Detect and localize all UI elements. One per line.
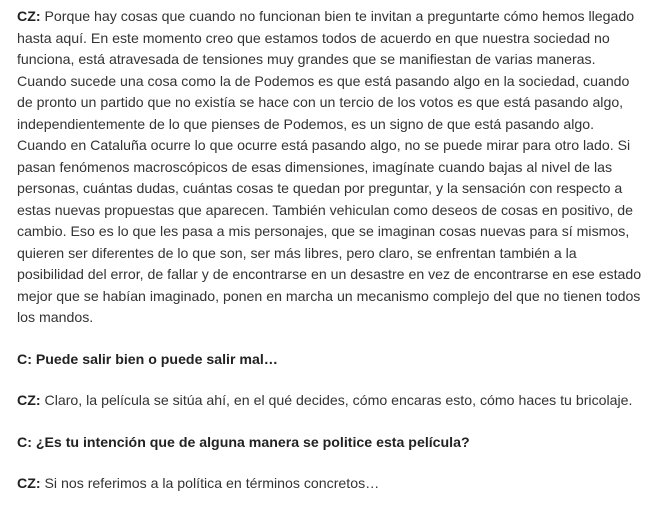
answer-text: Claro, la película se sitúa ahí, en el qué decides, cómo encaras esto, cómo haces tu bricolaje. <box>40 392 633 408</box>
answer-text: Si nos referimos a la política en términos concretos… <box>40 475 380 491</box>
question-paragraph: C: ¿Es tu intención que de alguna manera se politice esta película? <box>17 433 470 450</box>
speaker-label: CZ: <box>17 392 41 408</box>
answer-paragraph <box>17 6 647 329</box>
interview-article <box>17 6 647 515</box>
answer-paragraph <box>17 390 647 412</box>
question-paragraph: C: Puede salir bien o puede salir mal… <box>17 350 278 367</box>
answer-paragraph <box>17 473 647 495</box>
speaker-label: CZ: <box>17 8 41 24</box>
speaker-label: CZ: <box>17 475 41 491</box>
answer-text: Porque hay cosas que cuando no funcionan bien te invitan a preguntarte cómo hemos llegado hasta aquí. En este momento creo que estamos todos de acuerdo en que nuestra sociedad no funciona, está atravesada de tensiones muy grandes que se manifiestan de varias maneras. Cuando sucede una cosa como la de Podemos es que está pasando algo en la sociedad, cuando de pronto un partido que no existía se hace con un tercio de los votos es que está pasando algo, independientemente de lo que pienses de Podemos, es un signo de que está pasando algo. Cuando en Cataluña ocurre lo que ocurre está pasando algo, no se puede mirar para otro lado. Si pasan fenómenos macroscópicos de esas dimensiones, imagínate cuando bajas al nivel de las personas, cuántas dudas, cuántas cosas te quedan por preguntar, y la sensación con respecto a estas nuevas propuestas que aparecen. También vehiculan como deseos de cosas en positivo, de cambio. Eso es lo que les pasa a mis personajes, que se imaginan cosas nuevas para sí mismos, quieren ser diferentes de lo que son, ser más libres, pero claro, se enfrentan también a la posibilidad del error, de fallar y de encontrarse en un desastre en vez de encontrarse en ese estado mejor que se habían imaginado, ponen en marcha un mecanismo complejo del que no tienen todos los mandos. <box>17 8 642 325</box>
